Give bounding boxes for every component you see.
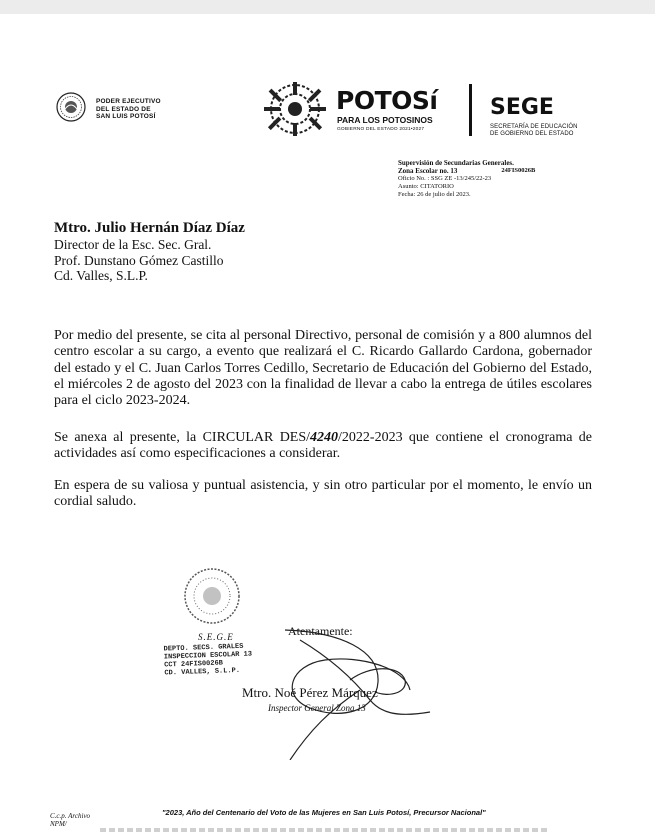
- sege-stamp-label: S.E.G.E: [198, 632, 234, 642]
- closing-text: Atentamente:: [288, 624, 353, 638]
- recipient-line: Cd. Valles, S.L.P.: [54, 268, 148, 283]
- reference-zona-code: 24FIS0026B: [501, 167, 536, 174]
- header-divider: [469, 84, 472, 136]
- recipient-name: Mtro. Julio Hernán Díaz Díaz: [54, 220, 245, 236]
- recipient-line: Prof. Dunstano Gómez Castillo: [54, 252, 224, 268]
- potosi-tagline: PARA LOS POTOSINOS: [337, 115, 433, 125]
- ccp-line: C.c.p. Archivo: [50, 812, 91, 820]
- dept-stamp-line: CD. VALLES, S.L.P.: [164, 666, 241, 678]
- reference-asunto: Asunto: CITATORIO: [398, 183, 454, 190]
- ccp-line: NPM/: [50, 820, 67, 828]
- footer-faded-line: [100, 828, 550, 832]
- recipient-line: Director de la Esc. Sec. Gral.: [54, 237, 212, 252]
- gov-line: DEL ESTADO DE: [96, 105, 151, 113]
- body-paragraph-1: Por medio del presente, se cita al personal Directivo, personal de comisión y a 800 alumnos del centro escolar a su cargo, a evento que realizará el C. Ricardo Gallardo Cardona, gobernador del estado y el C. Juan Carlos Torres Cedillo, Secretario de Educación del Gobierno del Estado, el miércoles 2 de agosto del 2023 con la finalidad de llevar a cabo la entrega de útiles escolares para el ciclo 2023-2024.: [54, 328, 592, 409]
- potosi-emblem-icon: [260, 80, 330, 138]
- gov-line: PODER EJECUTIVO: [96, 98, 161, 105]
- potosi-logo-text: POTOSí: [336, 86, 438, 115]
- body-paragraph-2: [54, 430, 592, 463]
- footer-motto: "2023, Año del Centenario del Voto de las Mujeres en San Luis Potosí, Precursor Nacional": [162, 808, 486, 817]
- sege-subtitle-line: SECRETARÍA DE EDUCACIÓN: [490, 124, 578, 130]
- reference-title: Supervisión de Secundarias Generales.: [398, 159, 514, 167]
- circular-number: 4240: [310, 430, 339, 445]
- signer-title: Inspector General Zona 13: [268, 703, 366, 713]
- sege-subtitle: [490, 124, 578, 137]
- state-seal-icon: [56, 92, 86, 122]
- reference-block: [398, 159, 535, 199]
- reference-fecha: Fecha: 26 de julio del 2023.: [398, 191, 471, 198]
- body-paragraph-3: En espera de su valiosa y puntual asistencia, y sin otro particular por el momento, le envío un cordial saludo.: [54, 478, 592, 510]
- government-label: [96, 98, 161, 121]
- circular-text-before: Se anexa al presente, la CIRCULAR DES/: [54, 430, 311, 445]
- ccp-block: [50, 812, 90, 828]
- dept-stamp-line: CCT 24FIS0026B: [164, 659, 224, 670]
- dept-stamp-line: DEPTO. SECS. GRALES: [163, 642, 244, 654]
- reference-zona: Zona Escolar no. 13: [398, 167, 458, 175]
- round-stamp-icon: [182, 566, 242, 626]
- gov-line: SAN LUIS POTOSÍ: [96, 113, 156, 120]
- recipient-block: [54, 220, 245, 284]
- sege-logo-text: SEGE: [490, 95, 554, 120]
- circular-text-after: /2022-2023 que contiene el cronograma de actividades así como especificaciones a considerar.: [54, 430, 593, 462]
- dept-stamp-line: INSPECCION ESCOLAR 13: [163, 650, 253, 662]
- potosi-subtagline: GOBIERNO DEL ESTADO 2021•2027: [337, 127, 425, 132]
- reference-oficio: Oficio No. : SSG ZE -13/245/22-23: [398, 175, 492, 182]
- sege-subtitle-line: DE GOBIERNO DEL ESTADO: [490, 130, 574, 137]
- top-bar: [0, 0, 655, 14]
- signer-name: Mtro. Noé Pérez Márquez: [242, 685, 378, 700]
